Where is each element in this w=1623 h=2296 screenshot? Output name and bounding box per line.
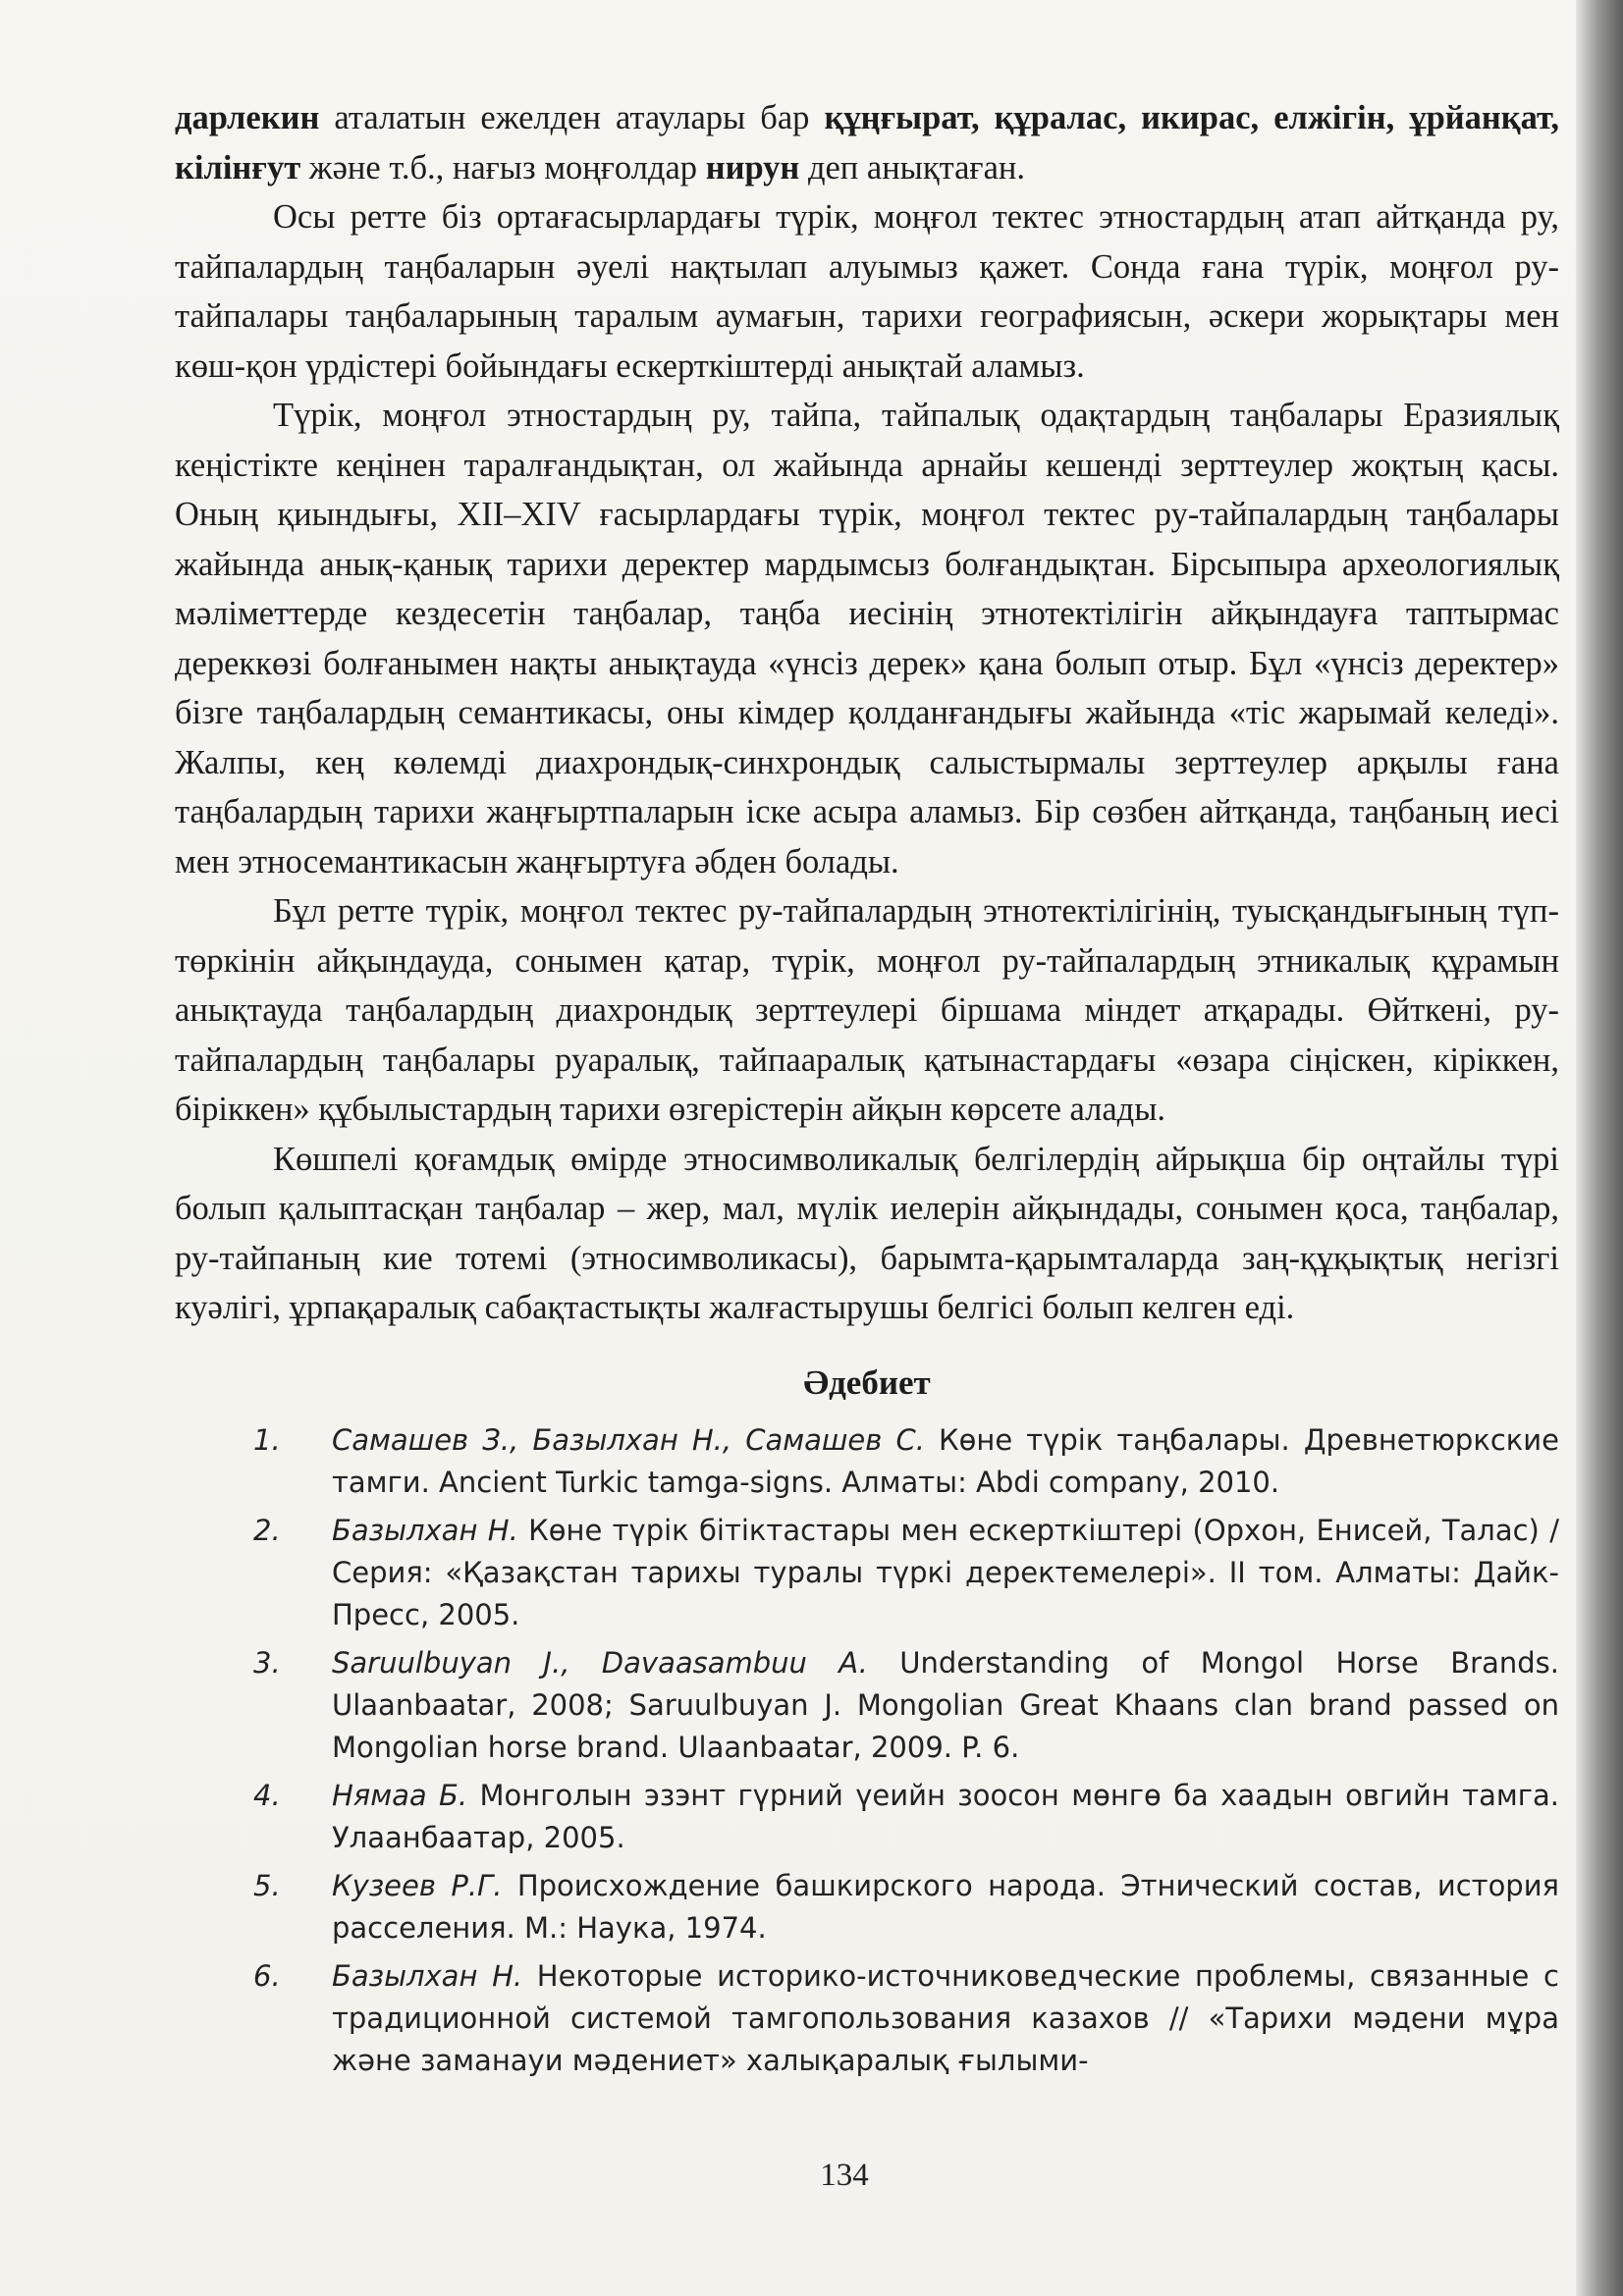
reference-item (175, 1642, 1559, 1769)
paragraph (175, 886, 1559, 1135)
text-run: аталатын ежелден атаулары бар (319, 99, 825, 136)
body-text (175, 93, 1559, 1333)
reference-item (175, 1865, 1559, 1949)
binding-shadow (1576, 0, 1623, 2296)
reference-item (175, 1419, 1559, 1504)
reference-author: Базылхан Н. (332, 1514, 518, 1547)
paragraph (175, 192, 1559, 391)
reference-item (175, 1955, 1559, 2082)
paragraph (175, 1135, 1559, 1333)
reference-author: Saruulbuyan J., Davaasambuu A. (332, 1646, 868, 1680)
reference-number: 2. (253, 1514, 281, 1547)
reference-item (175, 1775, 1559, 1859)
paragraph (175, 93, 1559, 192)
reference-text: Көне түрік таңбалары. Древнетюркские тамги. Ancient Turkic tamga-signs. Алматы: Abdi company, 2010. (332, 1423, 1559, 1499)
references-heading: Әдебиет (803, 1362, 931, 1402)
reference-author: Нямаа Б. (332, 1779, 468, 1812)
reference-number: 1. (253, 1423, 281, 1457)
page-content (175, 93, 1559, 2088)
bold-term: дарлекин (175, 99, 320, 136)
text-run: Бұл ретте түрік, моңғол тектес ру-тайпалардың этнотектілігінің, туысқандығының түп-төркінін айқындауда, сонымен қатар, түрік, моңғол ру-тайпалардың этникалық құрамын анықтауда таңбалардың диахрондық зерттеулері біршама міндет атқарады. Өйткені, ру-тайпалардың таңбалары руаралық, тайпааралық қатынастардағы «өзара сіңіскен, кіріккен, біріккен» құбылыстардың тарихи өзгерістерін айқын көрсете алады. (175, 892, 1559, 1128)
text-run: Көшпелі қоғамдық өмірде этносимволикалық белгілердің айрықша бір оңтайлы түрі болып қалыптасқан таңбалар – жер, мал, мүлік иелерін айқындады, сонымен қоса, таңбалар, ру-тайпаның кие тотемі (этносимволикасы), барымта-қарымталарда заң-құқықтық негізгі куәлігі, ұрпақаралық сабақтастықты жалғастырушы белгісі болып келген еді. (175, 1140, 1559, 1326)
reference-author: Базылхан Н. (332, 1959, 523, 1993)
reference-item (175, 1510, 1559, 1636)
bold-term: нирун (705, 148, 800, 187)
references-list (175, 1419, 1559, 2082)
paragraph (175, 391, 1559, 886)
reference-number: 5. (253, 1869, 281, 1902)
reference-number: 3. (253, 1646, 281, 1680)
text-run: Түрік, моңғол этностардың ру, тайпа, тайпалық одақтардың таңбалары Еразиялық кеңістікте кеңінен таралғандықтан, ол жайында арнайы кешенді зерттеулер жоқтың қасы. Оның қиындығы, XII–XIV ғасырлардағы түрік, моңғол тектес ру-тайпалардың таңбалары жайында анық-қанық тарихи деректер мардымсыз болғандықтан. Бірсыпыра археологиялық мәліметтерде кездесетін таңбалар, таңба иесінің этнотектілігін айқындауға таптырмас дереккөзі болғанымен нақты анықтауда «үнсіз дерек» қана болып отыр. Бұл «үнсіз деректер» бізге таңбалардың семантикасы, оны кімдер қолданғандығы жайында «тіс жарымай келеді». Жалпы, кең көлемді диахрондық-синхрондық салыстырмалы зерттеулер арқылы ғана таңбалардың тарихи жаңғыртпаларын іске асыра аламыз. Бір сөзбен айтқанда, таңбаның иесі мен этносемантикасын жаңғыртуға әбден болады. (175, 397, 1559, 881)
text-run: және т.б., нағыз моңғолдар (300, 148, 706, 187)
reference-text: Көне түрік бітіктастары мен ескерткіштері (Орхон, Енисей, Талас) / Серия: «Қазақстан тарихы туралы түркі деректемелері». II том. Алматы: Дайк-Пресс, 2005. (332, 1514, 1559, 1631)
reference-number: 4. (253, 1779, 281, 1812)
reference-text: Происхождение башкирского народа. Этнический состав, история расселения. М.: Наука, 1974. (332, 1869, 1560, 1945)
reference-text: Understanding of Mongol Horse Brands. Ulaanbaatar, 2008; Saruulbuyan J. Mongolian Great Khaans clan brand passed on Mongolian horse brand. Ulaanbaatar, 2009. P. 6. (332, 1646, 1559, 1764)
page-number: 134 (820, 2158, 869, 2193)
reference-text: Монголын эзэнт гүрний үеийн зоосон мөнгө ба хаадын овгийн тамга. Улаанбаатар, 2005. (332, 1779, 1559, 1854)
reference-author: Кузеев Р.Г. (332, 1869, 503, 1902)
reference-author: Самашев З., Базылхан Н., Самашев С. (332, 1423, 925, 1457)
text-run: деп анықтаған. (799, 148, 1025, 187)
reference-text: Некоторые историко-источниковедческие проблемы, связанные с традиционной системой тамгопользования казахов // «Тарихи мәдени мұра және заманауи мәдениет» халықаралық ғылыми- (332, 1959, 1559, 2077)
bold-term: құңғырат, құралас, икирас, елжігін, ұрйанқат, кілінғут (175, 99, 1560, 187)
reference-number: 6. (253, 1959, 281, 1993)
text-run: Осы ретте біз ортағасырлардағы түрік, моңғол тектес этностардың атап айтқанда ру, тайпалардың таңбаларын әуелі нақтылап алуымыз қажет. Сонда ғана түрік, моңғол ру-тайпалары таңбаларының таралым аумағын, тарихи географиясын, әскери жорықтары мен көш-қон үрдістері бойындағы ескерткіштерді анықтай аламыз. (175, 198, 1559, 385)
